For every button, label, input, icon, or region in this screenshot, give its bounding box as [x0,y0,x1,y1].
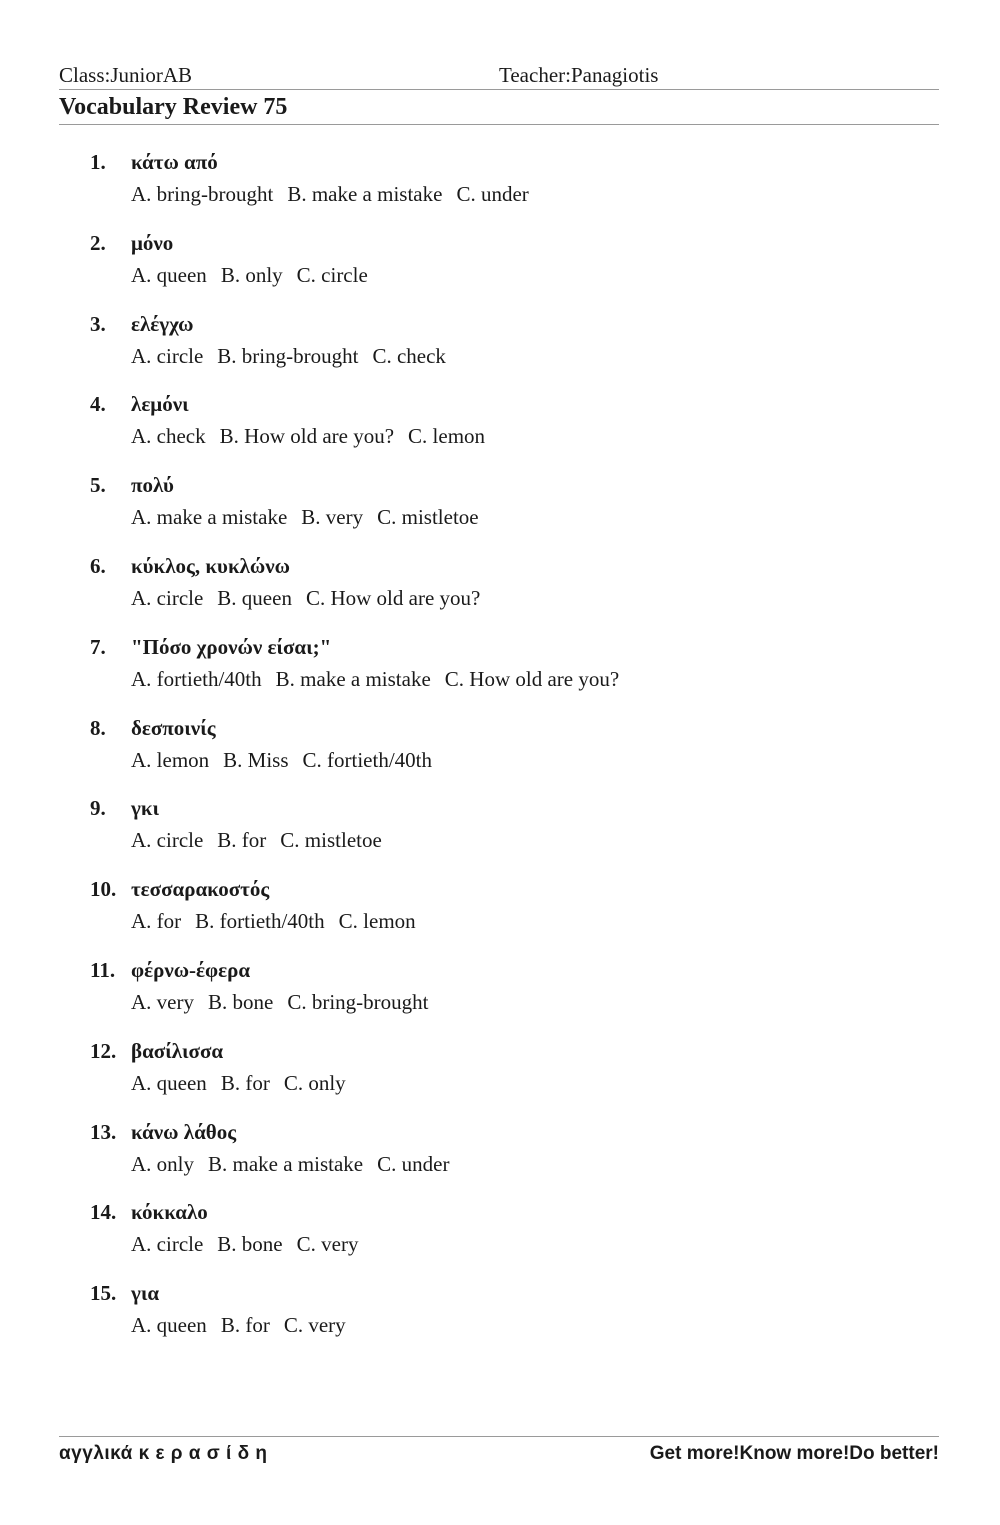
question-number: 2. [90,230,106,255]
question-number: 12. [90,1038,117,1063]
question-number: 13. [90,1119,117,1144]
page-footer [59,1436,939,1464]
class-label: Class:JuniorAB [59,63,193,87]
answer-option: A. make a mistake [131,505,288,530]
answer-options [131,1152,463,1177]
question-item [0,958,1000,1039]
question-prompt: δεσποινίς [131,715,216,740]
footer-brand: αγγλικά κ ε ρ α σ ί δ η [59,1443,268,1464]
question-prompt: φέρνω-έφερα [131,957,251,982]
answer-options [131,667,633,692]
question-number: 3. [90,311,106,336]
answer-option: B. very [301,505,364,530]
answer-options [131,182,543,207]
question-item [0,231,1000,312]
page-title: Vocabulary Review 75 [59,94,288,120]
question-prompt: κόκκαλο [131,1200,208,1225]
teacher-label: Teacher:Panagiotis [499,63,659,87]
question-prompt: γκι [131,796,159,821]
answer-option: C. mistletoe [280,828,382,853]
answer-option: B. make a mistake [275,666,431,691]
question-prompt: ελέγχω [131,311,194,336]
question-prompt: "Πόσο χρονών είσαι;" [131,634,332,659]
answer-option: C. very [283,1313,346,1338]
answer-option: B. Miss [223,747,289,772]
question-item [0,392,1000,473]
answer-option: A. circle [131,828,204,853]
answer-options [131,1232,372,1257]
answer-option: B. make a mistake [287,182,443,206]
question-number: 4. [90,392,106,417]
answer-option: B. for [220,1313,270,1338]
answer-options [131,344,460,369]
question-list [0,150,1000,1362]
question-number: 15. [90,1281,117,1306]
answer-option: C. only [283,1070,346,1095]
question-number: 1. [90,150,106,174]
question-item [0,635,1000,716]
answer-option: A. check [131,424,206,449]
answer-option: C. circle [296,262,368,287]
answer-option: B. bring-brought [217,343,359,368]
question-item [0,1281,1000,1362]
answer-option: C. How old are you? [305,585,481,610]
answer-option: A. for [131,909,182,934]
question-prompt: κάτω από [131,150,218,174]
answer-option: A. queen [131,1313,207,1338]
question-number: 6. [90,553,106,578]
answer-option: C. mistletoe [377,505,479,530]
question-number: 10. [90,877,117,902]
question-number: 8. [90,715,106,740]
question-number: 11. [90,957,116,982]
answer-option: C. very [296,1232,359,1257]
question-prompt: βασίλισσα [131,1038,224,1063]
question-number: 5. [90,473,106,498]
question-prompt: πολύ [131,473,174,498]
answer-option: C. lemon [408,424,486,449]
question-item [0,1039,1000,1120]
question-prompt: για [131,1281,160,1306]
answer-options [131,1071,360,1096]
answer-option: B. for [220,1070,270,1095]
answer-option: B. How old are you? [219,424,395,449]
title-row [59,90,939,125]
answer-option: A. circle [131,1232,204,1257]
question-prompt: κάνω λάθος [131,1119,237,1144]
answer-options [131,748,446,773]
answer-option: C. under [456,182,529,206]
answer-options [131,1313,360,1338]
question-item [0,796,1000,877]
question-item [0,312,1000,393]
answer-option: A. queen [131,1070,207,1095]
answer-option: A. bring-brought [131,182,274,206]
question-prompt: λεμόνι [131,392,189,417]
answer-options [131,909,430,934]
answer-option: B. bone [217,1232,283,1257]
answer-option: A. fortieth/40th [131,666,262,691]
question-number: 9. [90,796,106,821]
answer-options [131,586,494,611]
question-number: 14. [90,1200,117,1225]
question-item [0,716,1000,797]
answer-option: A. circle [131,343,204,368]
question-prompt: τεσσαρακοστός [131,877,270,902]
answer-option: B. queen [217,585,292,610]
answer-option: C. lemon [338,909,416,934]
answer-option: A. lemon [131,747,210,772]
answer-option: B. bone [207,989,274,1014]
answer-option: B. make a mistake [208,1151,364,1176]
question-prompt: μόνο [131,230,174,255]
question-item [0,554,1000,635]
answer-option: C. fortieth/40th [302,747,433,772]
answer-option: C. How old are you? [444,666,620,691]
answer-option: B. fortieth/40th [195,909,325,934]
answer-option: A. only [131,1151,194,1176]
question-item [0,473,1000,554]
question-item [0,150,1000,231]
answer-options [131,263,382,288]
answer-option: B. for [217,828,267,853]
answer-options [131,424,499,449]
answer-options [131,990,442,1015]
question-item [0,1120,1000,1201]
question-item [0,1200,1000,1281]
answer-option: A. circle [131,585,204,610]
answer-option: C. bring-brought [287,989,429,1014]
question-prompt: κύκλος, κυκλώνω [131,553,291,578]
footer-slogan: Get more!Know more!Do better! [649,1443,939,1464]
worksheet-header [59,61,939,90]
answer-options [131,505,493,530]
question-item [0,877,1000,958]
answer-option: B. only [220,262,283,287]
question-number: 7. [90,634,106,659]
answer-options [131,828,396,853]
answer-option: C. check [372,343,446,368]
answer-option: C. under [377,1151,450,1176]
answer-option: A. very [131,989,194,1014]
answer-option: A. queen [131,262,207,287]
